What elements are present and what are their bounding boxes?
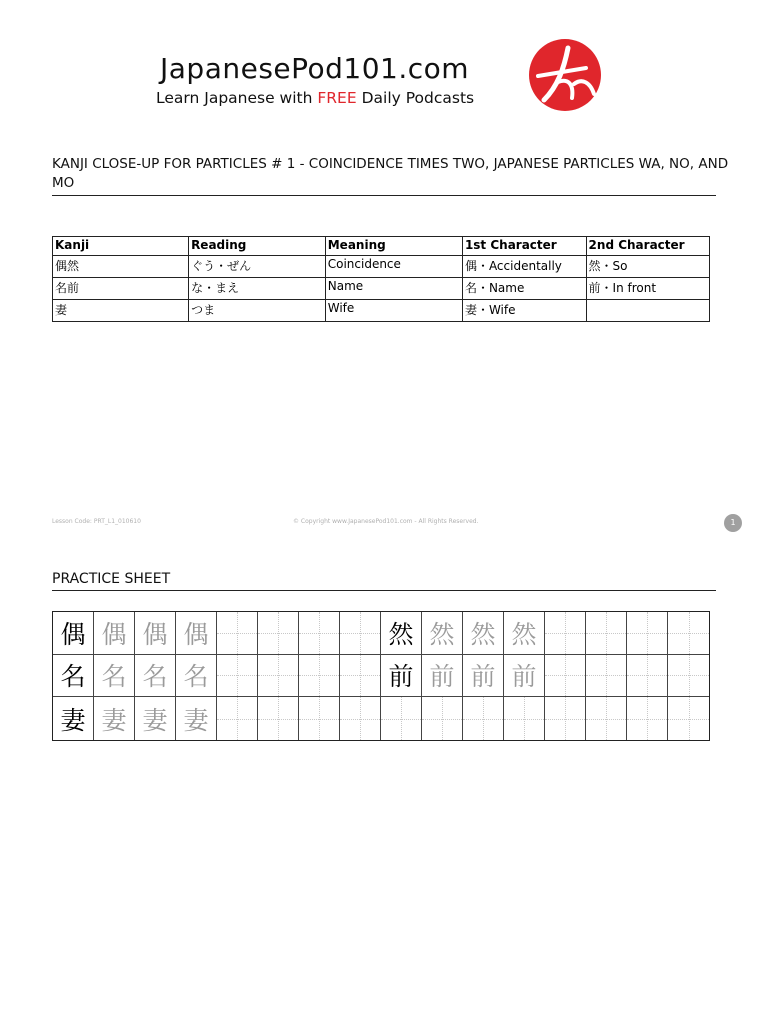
japanesepod101-logo-icon [528, 38, 602, 112]
table-cell: 妻 [53, 300, 189, 322]
practice-cell [176, 612, 217, 655]
practice-cell [545, 697, 586, 740]
practice-cell [94, 612, 135, 655]
column-header: Kanji [53, 237, 189, 256]
practice-cell [258, 612, 299, 655]
practice-cell [586, 612, 627, 655]
practice-cell [53, 655, 94, 698]
tagline-start: Learn Japanese with [156, 89, 318, 107]
trace-character: 前 [511, 662, 537, 692]
table-cell: 偶然 [53, 256, 189, 278]
practice-cell [53, 697, 94, 740]
practice-cell [94, 655, 135, 698]
table-cell: な・まえ [189, 278, 326, 300]
column-header: 2nd Character [586, 237, 709, 256]
practice-cell [94, 697, 135, 740]
vocab-table [52, 236, 710, 322]
lesson-code: Lesson Code: PRT_L1_010610 [52, 518, 141, 525]
practice-cell [627, 612, 668, 655]
practice-cell [258, 697, 299, 740]
trace-character: 名 [101, 662, 127, 692]
practice-cell [381, 612, 422, 655]
practice-divider [52, 590, 716, 591]
trace-character: 然 [470, 619, 496, 649]
practice-cell [217, 697, 258, 740]
trace-character: 偶 [183, 619, 209, 649]
trace-character: 前 [470, 662, 496, 692]
practice-cell [668, 612, 709, 655]
practice-cell [340, 655, 381, 698]
trace-character: 然 [511, 619, 537, 649]
practice-cell [422, 697, 463, 740]
practice-cell [135, 655, 176, 698]
practice-cell [340, 612, 381, 655]
column-header: Meaning [325, 237, 462, 256]
practice-cell [504, 612, 545, 655]
practice-cell [463, 697, 504, 740]
practice-cell [504, 655, 545, 698]
practice-cell [463, 655, 504, 698]
practice-cell [258, 655, 299, 698]
tagline-free: FREE [317, 89, 357, 107]
lesson-title: KANJI CLOSE-UP FOR PARTICLES # 1 - COINCIDENCE TIMES TWO, JAPANESE PARTICLES WA, NO, AND MO [52, 156, 729, 191]
trace-character: 妻 [183, 705, 209, 735]
practice-cell [299, 655, 340, 698]
tagline-end: Daily Podcasts [356, 89, 475, 107]
practice-cell [176, 655, 217, 698]
practice-cell [627, 697, 668, 740]
practice-cell [627, 655, 668, 698]
trace-character: 前 [429, 662, 455, 692]
column-header: Reading [189, 237, 326, 256]
table-cell: つま [189, 300, 326, 322]
trace-character: 名 [183, 662, 209, 692]
trace-character: 偶 [142, 619, 168, 649]
copyright-notice: © Copyright www.JapanesePod101.com - All Rights Reserved. [293, 518, 479, 525]
model-character: 名 [60, 662, 86, 692]
practice-cell [176, 697, 217, 740]
practice-cell [53, 612, 94, 655]
practice-cell [668, 697, 709, 740]
practice-cell [545, 612, 586, 655]
model-character: 前 [388, 662, 414, 692]
table-cell: 前・In front [586, 278, 709, 300]
table-cell: ぐう・ぜん [189, 256, 326, 278]
table-cell: 名・Name [462, 278, 586, 300]
practice-cell [217, 655, 258, 698]
trace-character: 妻 [101, 705, 127, 735]
practice-cell [299, 697, 340, 740]
practice-cell [422, 655, 463, 698]
table-cell: 名前 [53, 278, 189, 300]
table-cell: 偶・Accidentally [462, 256, 586, 278]
page-header [0, 0, 768, 130]
practice-cell [545, 655, 586, 698]
practice-cell [586, 655, 627, 698]
practice-grid [52, 611, 710, 741]
table-cell: Coincidence [325, 256, 462, 278]
trace-character: 妻 [142, 705, 168, 735]
practice-cell [463, 612, 504, 655]
practice-cell [586, 697, 627, 740]
table-row [53, 300, 710, 322]
practice-cell [381, 655, 422, 698]
trace-character: 然 [429, 619, 455, 649]
table-row [53, 256, 710, 278]
table-row [53, 278, 710, 300]
trace-character: 名 [142, 662, 168, 692]
table-cell: 妻・Wife [462, 300, 586, 322]
model-character: 偶 [60, 619, 86, 649]
table-header-row [53, 237, 710, 256]
model-character: 妻 [60, 705, 86, 735]
practice-cell [504, 697, 545, 740]
practice-cell [340, 697, 381, 740]
table-cell: 然・So [586, 256, 709, 278]
table-cell: Wife [325, 300, 462, 322]
practice-cell [135, 612, 176, 655]
practice-cell [299, 612, 340, 655]
practice-cell [135, 697, 176, 740]
column-header: 1st Character [462, 237, 586, 256]
page-number-badge: 1 [724, 514, 742, 532]
site-title: JapanesePod101.com [160, 52, 470, 85]
model-character: 然 [388, 619, 414, 649]
practice-cell [217, 612, 258, 655]
tagline [156, 89, 474, 107]
practice-cell [422, 612, 463, 655]
practice-title: PRACTICE SHEET [52, 571, 171, 587]
title-divider [52, 195, 716, 196]
table-cell [586, 300, 709, 322]
trace-character: 偶 [101, 619, 127, 649]
table-cell: Name [325, 278, 462, 300]
practice-cell [668, 655, 709, 698]
practice-cell [381, 697, 422, 740]
